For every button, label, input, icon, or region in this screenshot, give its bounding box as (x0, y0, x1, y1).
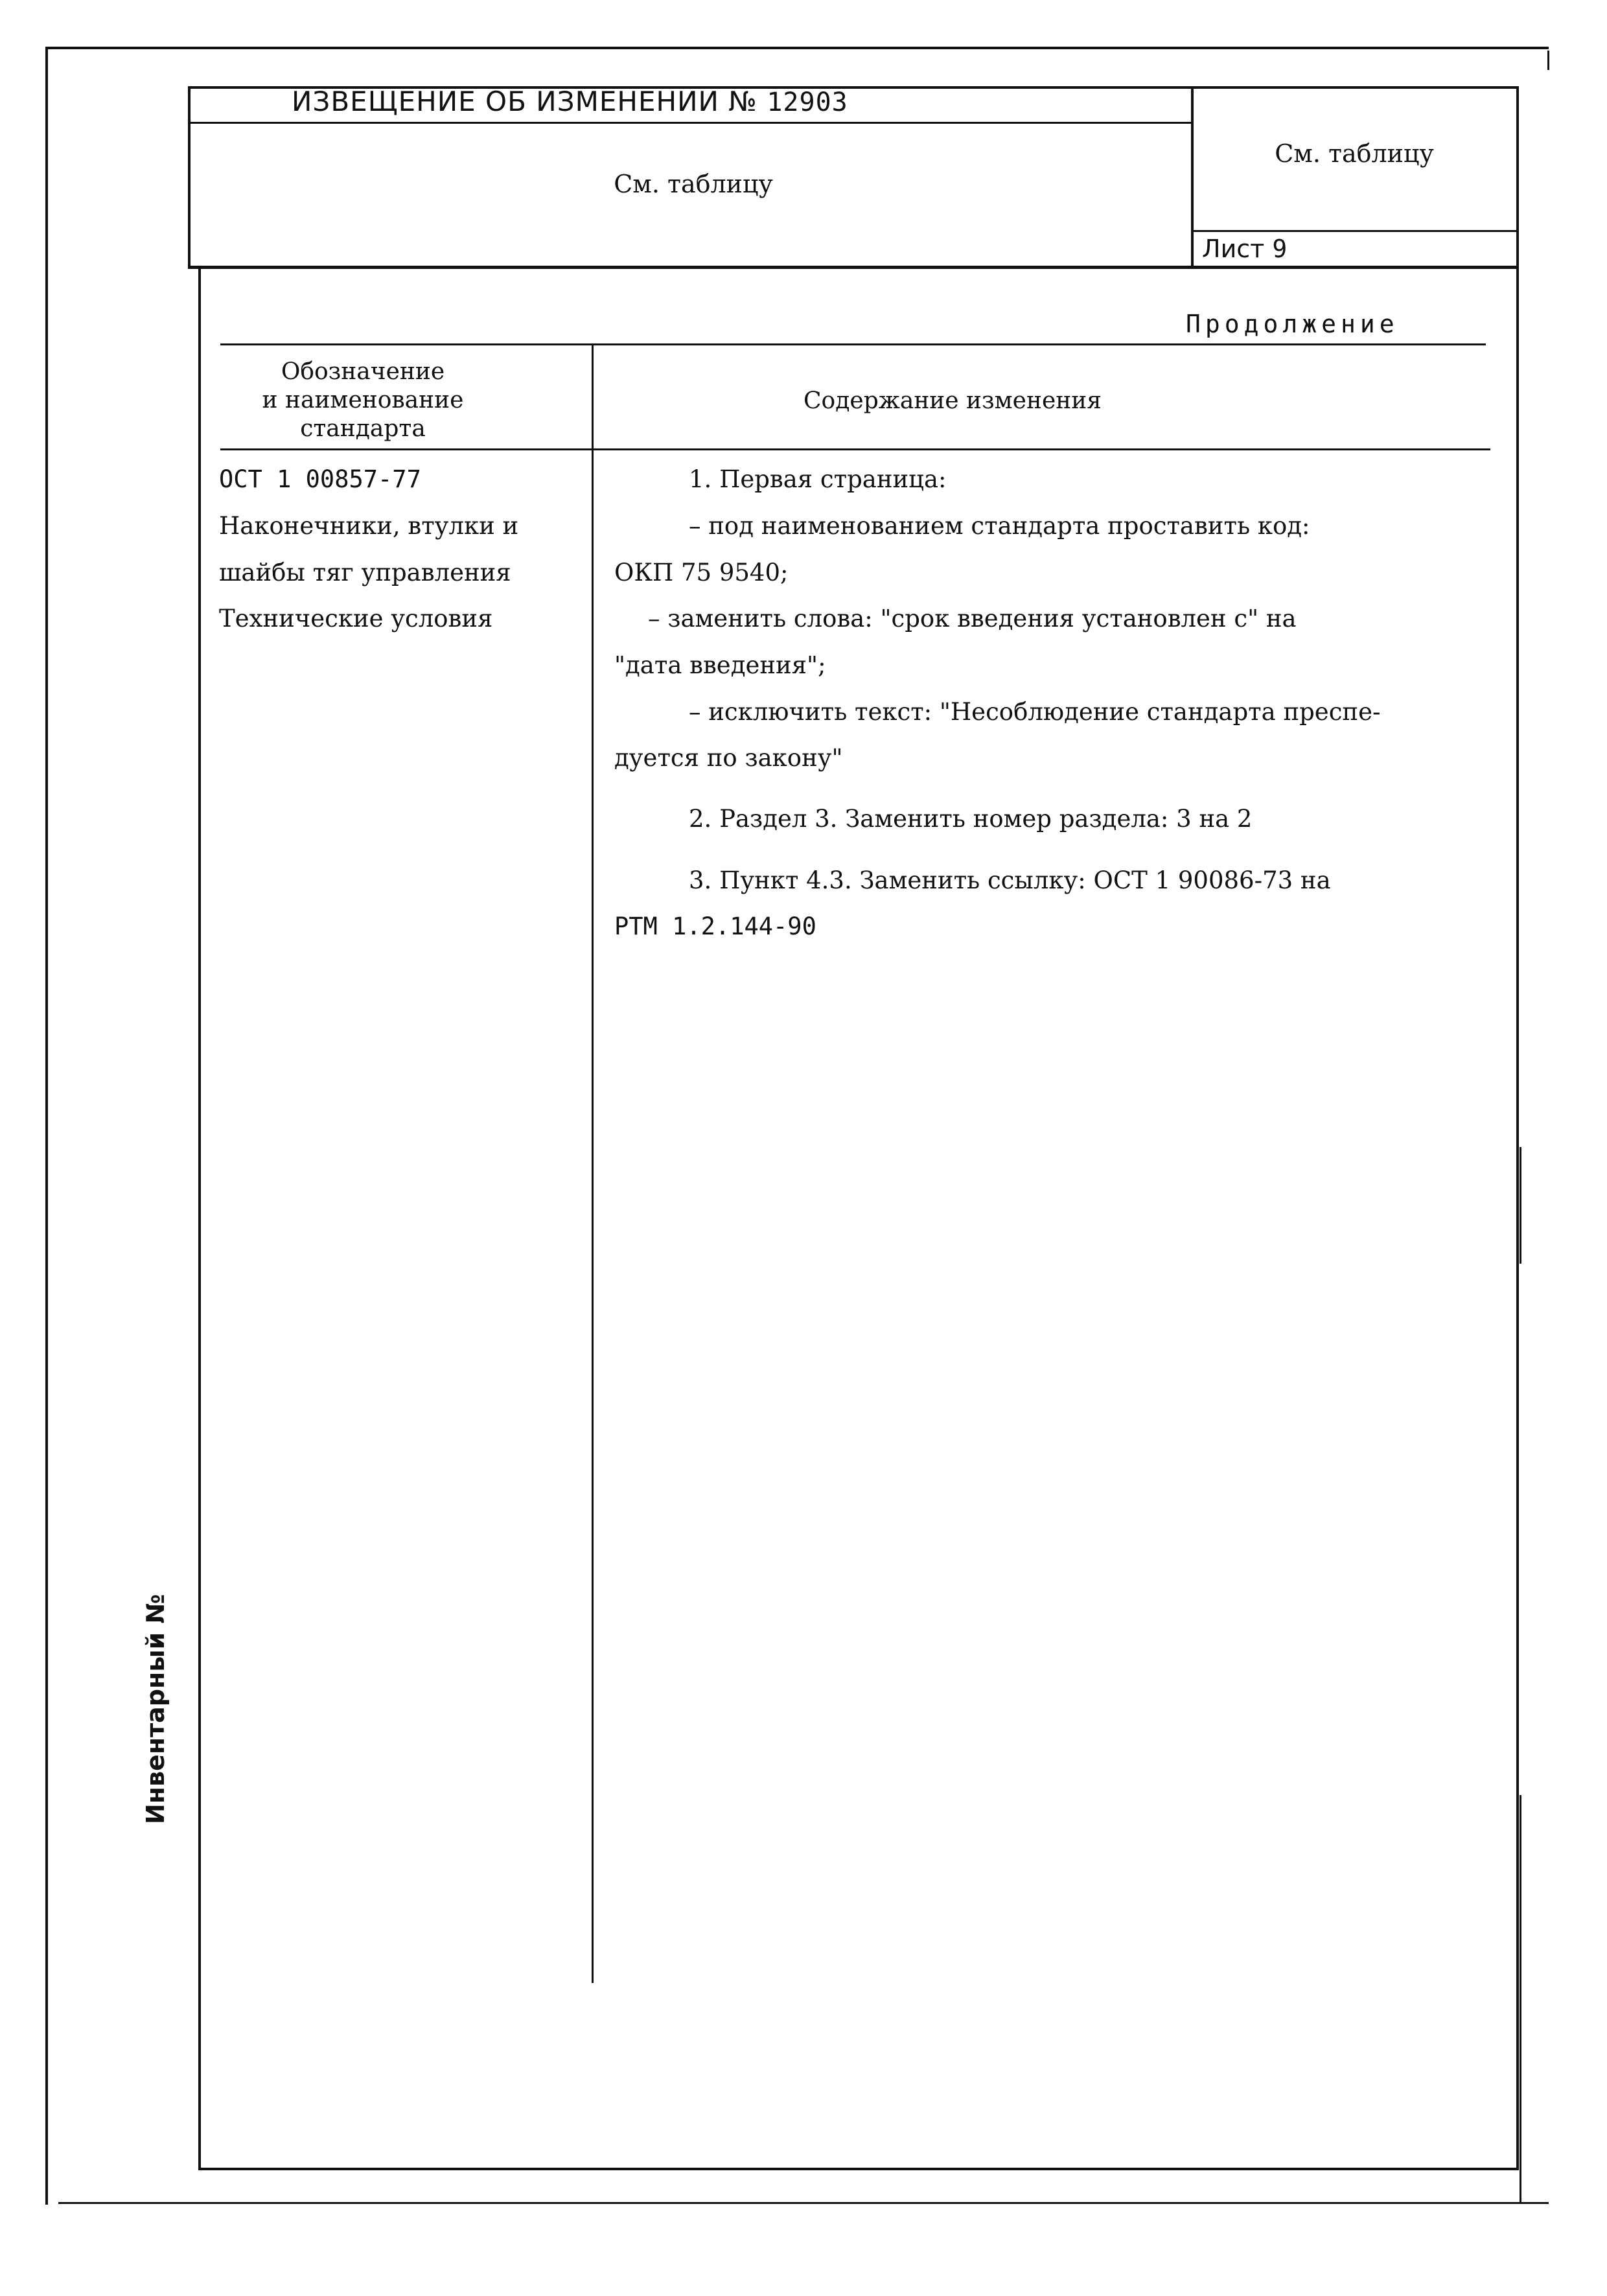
change-line: – заменить слова: "срок введения установлен с" на (648, 605, 1297, 632)
table-header-rule (220, 448, 1490, 450)
header-right (1516, 86, 1519, 269)
standard-name-line: шайбы тяг управления (219, 559, 511, 586)
sheet-indicator (1202, 235, 1287, 263)
designation-header-line: стандарта (300, 415, 426, 442)
outer-frame-right-top (1547, 51, 1549, 70)
sheet-box-top (1191, 230, 1518, 232)
header-title-underline (188, 122, 1191, 124)
change-line: 3. Пункт 4.3. Заменить ссылку: ОСТ 1 90086-73 на (689, 866, 1331, 894)
content-column-header: Содержание изменения (804, 388, 1102, 414)
left-reference: См. таблицу (614, 170, 773, 198)
designation-header-line: и наименование (262, 387, 464, 413)
notice-number: 12903 (767, 87, 848, 117)
body-frame-bottom (198, 2168, 1519, 2170)
notice-title-text: ИЗВЕЩЕНИЕ ОБ ИЗМЕНЕНИИ № (292, 86, 757, 117)
body-frame-left (198, 268, 201, 2170)
outer-frame-top (45, 47, 1549, 49)
header-left (188, 86, 191, 269)
outer-frame-right-mid (1520, 1147, 1521, 1264)
standard-name-line: Наконечники, втулки и (219, 512, 519, 540)
inventory-number-label: Инвентарный № (141, 1594, 170, 1824)
change-line: РТМ 1.2.144-90 (614, 912, 816, 940)
right-reference: См. таблицу (1275, 139, 1434, 168)
change-line: ОКП 75 9540; (614, 559, 789, 586)
change-line: 1. Первая страница: (689, 465, 947, 493)
change-line: "дата введения"; (614, 651, 826, 679)
continuation-label: Продолжение (1186, 310, 1399, 338)
table-top-rule (220, 343, 1486, 345)
table-column-divider (592, 343, 594, 1983)
body-frame-right (1516, 268, 1519, 2170)
change-line: дуется по закону" (614, 744, 843, 772)
change-line: – под наименованием стандарта проставить код: (689, 512, 1310, 540)
sheet-label: Лист (1202, 235, 1265, 263)
outer-frame-bottom (58, 2202, 1549, 2204)
sheet-number: 9 (1272, 235, 1288, 263)
standard-name-line: Технические условия (219, 605, 493, 632)
outer-frame-left (45, 47, 48, 2205)
designation-column-header (220, 358, 505, 443)
standard-code: ОСТ 1 00857-77 (219, 465, 421, 493)
notice-title (292, 86, 1179, 117)
designation-header-line: Обозначение (281, 358, 445, 385)
outer-frame-right-low (1520, 1795, 1521, 2203)
change-line: – исключить текст: "Несоблюдение стандарта преспе- (689, 698, 1381, 726)
change-line: 2. Раздел 3. Заменить номер раздела: 3 на 2 (689, 805, 1253, 833)
header-bottom (188, 266, 1518, 269)
